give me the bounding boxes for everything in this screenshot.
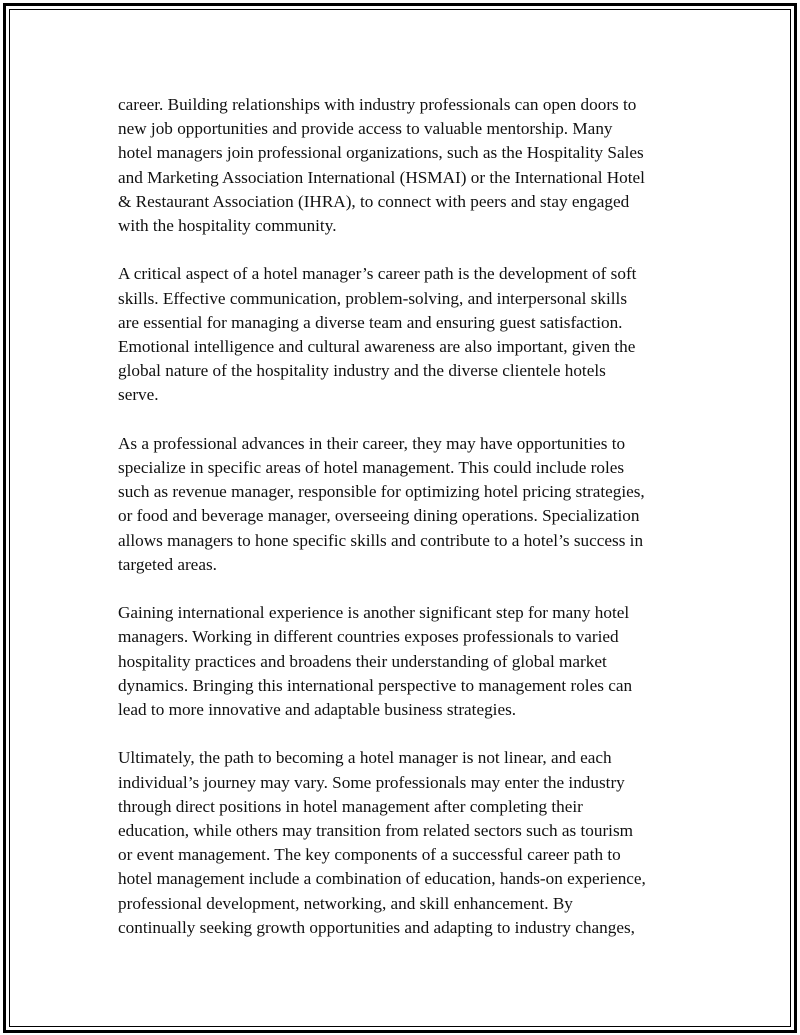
text-line: Gaining international experience is another significant step for many hotel [118,603,630,623]
paragraph-conclusion [118,746,698,940]
text-line: targeted areas. [118,554,217,574]
text-line: such as revenue manager, responsible for optimizing hotel pricing strategies, [118,482,645,502]
text-line: and Marketing Association International (HSMAI) or the International Hotel [118,167,645,187]
text-line: through direct positions in hotel management after completing their [118,796,583,816]
paragraph-soft-skills [118,262,698,407]
text-line: with the hospitality community. [118,216,337,236]
text-line: allows managers to hone specific skills and contribute to a hotel’s success in [118,530,644,550]
paragraph-international-experience [118,601,698,722]
text-line: specialize in specific areas of hotel management. This could include roles [118,458,625,478]
text-line: & Restaurant Association (IHRA), to connect with peers and stay engaged [118,191,630,211]
text-line: Emotional intelligence and cultural awareness are also important, given the [118,337,636,357]
document-body [118,93,698,964]
text-line: A critical aspect of a hotel manager’s career path is the development of soft [118,264,637,284]
text-line: or event management. The key components of a successful career path to [118,845,621,865]
text-line: As a professional advances in their career, they may have opportunities to [118,433,626,453]
text-line: career. Building relationships with industry professionals can open doors to [118,95,637,114]
text-line: or food and beverage manager, overseeing dining operations. Specialization [118,506,640,526]
text-line: are essential for managing a diverse team and ensuring guest satisfaction. [118,312,623,332]
text-line: managers. Working in different countries exposes professionals to varied [118,627,619,647]
text-line: professional development, networking, and skill enhancement. By [118,893,573,913]
text-line: continually seeking growth opportunities and adapting to industry changes, [118,917,635,937]
text-line: lead to more innovative and adaptable business strategies. [118,700,517,720]
text-line: hospitality practices and broadens their understanding of global market [118,651,607,671]
text-line: global nature of the hospitality industry and the diverse clientele hotels [118,361,606,381]
text-line: individual’s journey may vary. Some professionals may enter the industry [118,772,625,792]
text-line: hotel managers join professional organizations, such as the Hospitality Sales [118,143,644,163]
text-line: hotel management include a combination of education, hands-on experience, [118,869,646,889]
text-line: new job opportunities and provide access to valuable mentorship. Many [118,119,613,139]
text-line: Ultimately, the path to becoming a hotel manager is not linear, and each [118,748,612,768]
paragraph-networking [118,93,698,238]
text-line: dynamics. Bringing this international perspective to management roles can [118,675,633,695]
text-line: skills. Effective communication, problem-solving, and interpersonal skills [118,288,628,308]
text-line: education, while others may transition from related sectors such as tourism [118,821,634,841]
paragraph-specialization [118,432,698,577]
text-line: serve. [118,385,159,405]
